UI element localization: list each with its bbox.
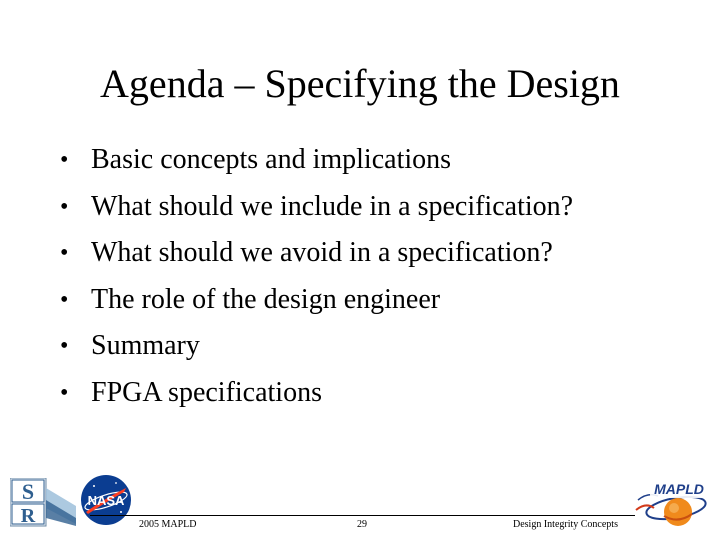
bullet-dot: • <box>60 147 69 173</box>
bullet-item <box>60 140 573 187</box>
bullet-item <box>60 280 573 327</box>
bullet-item <box>60 326 573 373</box>
footer-page-number: 29 <box>357 519 367 530</box>
srl-logo <box>10 478 78 528</box>
svg-text:R: R <box>20 505 36 527</box>
bullet-item <box>60 187 574 234</box>
bullet-item <box>60 373 573 420</box>
bullet-text: Basic concepts and implications <box>91 144 452 175</box>
bullet-list <box>60 140 574 419</box>
bullet-item <box>60 233 573 280</box>
svg-text:NASA: NASA <box>87 493 125 508</box>
footer-company: Design Integrity Concepts <box>513 519 618 530</box>
bullet-dot: • <box>60 286 69 313</box>
nasa-logo <box>80 474 132 526</box>
bullet-text: What should we include in a specification? <box>91 190 574 222</box>
footer-divider <box>90 515 635 516</box>
bullet-text: Summary <box>91 330 200 361</box>
mapld-logo <box>628 474 714 534</box>
svg-text:S: S <box>21 479 35 504</box>
bullet-dot: • <box>60 193 69 220</box>
bullet-text: FPGA specifications <box>91 376 322 408</box>
bullet-dot: • <box>60 379 69 406</box>
bullet-text: What should we avoid in a specification? <box>91 237 553 268</box>
footer-event: 2005 MAPLD <box>139 519 197 530</box>
bullet-dot: • <box>60 333 69 359</box>
bullet-text: The role of the design engineer <box>91 283 441 315</box>
slide-title: Agenda – Specifying the Design <box>100 61 620 106</box>
svg-text:MAPLD: MAPLD <box>654 481 704 497</box>
bullet-dot: • <box>60 240 69 266</box>
